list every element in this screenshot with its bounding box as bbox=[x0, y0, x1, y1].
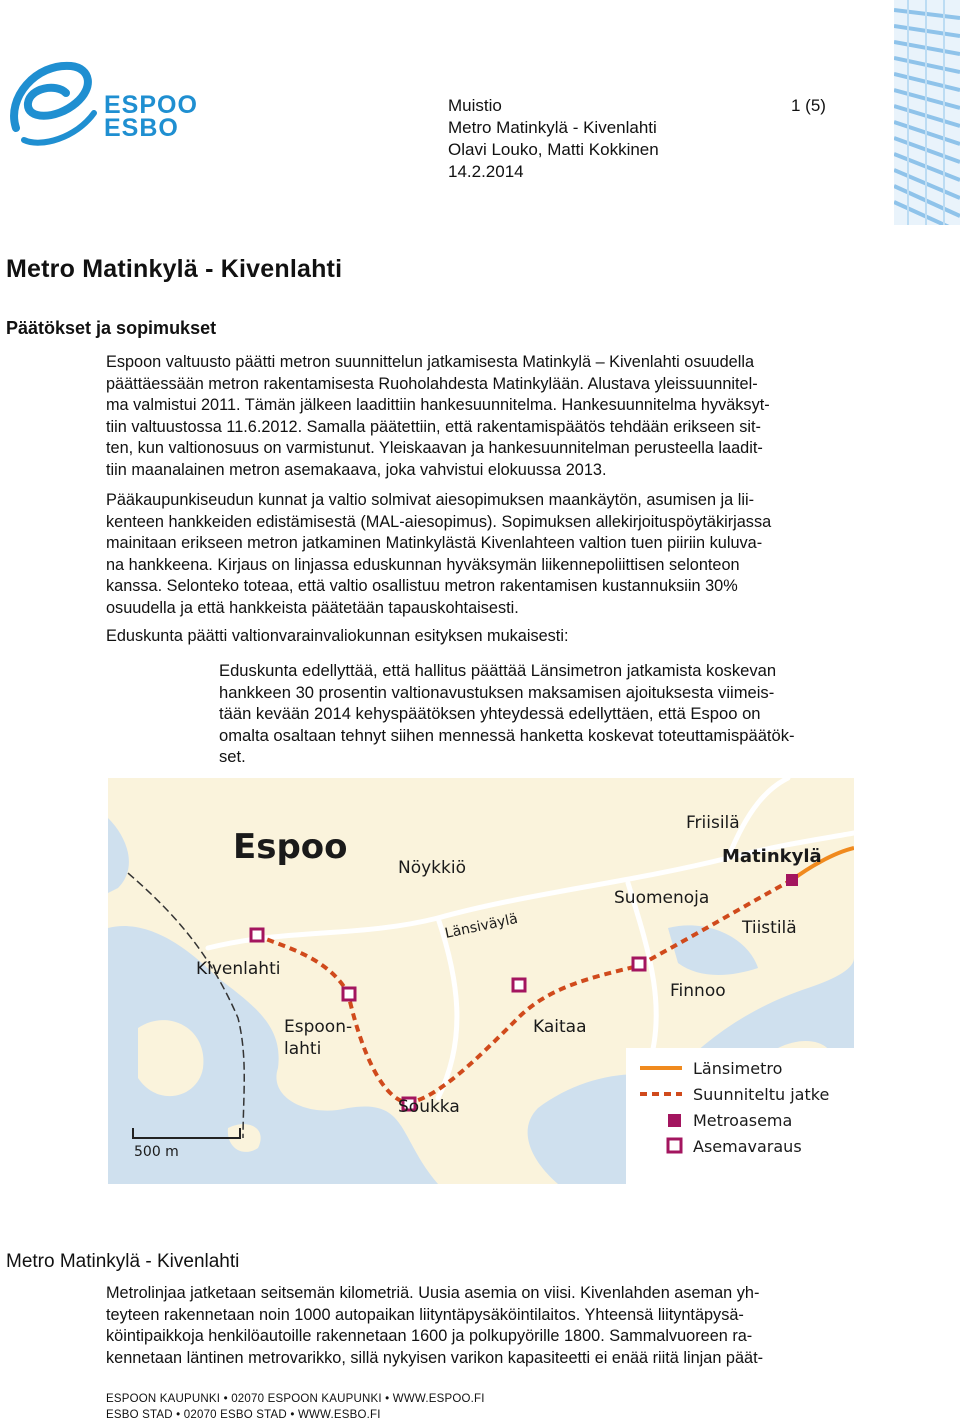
legend-label-asemavaraus: Asemavaraus bbox=[693, 1137, 802, 1156]
map-station-reservation bbox=[343, 988, 355, 1000]
doc-type: Muistio bbox=[448, 96, 502, 115]
map-label-tiistila: Tiistilä bbox=[742, 918, 797, 938]
quote-block bbox=[219, 660, 795, 768]
paragraph-4 bbox=[106, 1283, 763, 1369]
quote-line: tään kevään 2014 kehyspäätöksen yhteydessä edellyttäen, että Espoo on bbox=[219, 704, 761, 724]
metro-map bbox=[108, 778, 854, 1184]
espoo-logo bbox=[6, 58, 196, 148]
logo-text-espoo: ESPOO bbox=[104, 91, 198, 119]
paragraph-4-line: kennetaan läntinen metrovarikko, sillä nykyisen varikon kapasiteetti ei enää riitä linjan päät- bbox=[106, 1348, 764, 1367]
map-label-finnoo: Finnoo bbox=[670, 981, 726, 1001]
decorative-stripes bbox=[894, 0, 960, 225]
map-label-espoonlahti-2: lahti bbox=[284, 1039, 322, 1059]
legend-swatch-asemavaraus bbox=[668, 1139, 681, 1152]
paragraph-2-line: mainitaan erikseen metron jatkaminen Matinkylästä Kivenlahteen valtion tuen piiriin kuluva- bbox=[106, 534, 763, 553]
paragraph-2-line: kanssa. Selonteko toteaa, että valtio osallistuu metron rakentamisen kustannuksiin 30% bbox=[106, 577, 738, 596]
paragraph-1-line: päättäessään metron rakentamisesta Ruoholahdesta Matinkylään. Alustava yleissuunnitel- bbox=[106, 374, 758, 393]
paragraph-1 bbox=[106, 352, 770, 482]
doc-date: 14.2.2014 bbox=[448, 162, 524, 181]
metro-map-svg bbox=[108, 778, 854, 1184]
espoo-logo-mark bbox=[6, 58, 106, 148]
map-label-friisila: Friisilä bbox=[686, 813, 740, 833]
paragraph-2 bbox=[106, 490, 771, 620]
legend-label-metroasema: Metroasema bbox=[693, 1111, 793, 1130]
doc-subject: Metro Matinkylä - Kivenlahti bbox=[448, 118, 657, 137]
map-station-reservation bbox=[633, 958, 645, 970]
map-label-lansivayla: Länsiväylä bbox=[443, 910, 520, 942]
paragraph-4-line: Metrolinjaa jatketaan seitsemän kilometriä. Uusia asemia on viisi. Kivenlahden aseman yh- bbox=[106, 1284, 760, 1302]
page-number: 1 (5) bbox=[791, 96, 826, 115]
footer-line-1: ESPOON KAUPUNKI • 02070 ESPOON KAUPUNKI • WWW.ESPOO.FI bbox=[106, 1393, 485, 1405]
map-label-suomenoja: Suomenoja bbox=[614, 888, 710, 908]
footer-line-2: ESBO STAD • 02070 ESBO STAD • WWW.ESBO.FI bbox=[106, 1409, 381, 1421]
paragraph-2-line: kenteen hankkeiden edistämisestä (MAL-aiesopimus). Sopimuksen allekirjoituspöytäkirjassa bbox=[106, 512, 772, 531]
map-legend bbox=[626, 1048, 854, 1184]
quote-line: Eduskunta edellyttää, että hallitus päättää Länsimetron jatkamista koskevan bbox=[219, 661, 777, 680]
map-station-reservation bbox=[251, 929, 263, 941]
map-label-kaitaa: Kaitaa bbox=[533, 1017, 587, 1037]
paragraph-1-line: ten, kun valtionosuus on varmistunut. Yleiskaavan ja hankesuunnitelman perusteella laadit- bbox=[106, 439, 763, 458]
map-label-matinkyla: Matinkylä bbox=[722, 846, 822, 867]
map-label-city: Espoo bbox=[233, 827, 348, 867]
legend-label-planned: Suunniteltu jatke bbox=[693, 1085, 830, 1104]
doc-authors: Olavi Louko, Matti Kokkinen bbox=[448, 140, 659, 159]
paragraph-1-line: tiin valtuustossa 11.6.2012. Samalla päätettiin, että rakentamispäätös tehdään erikseen sit- bbox=[106, 417, 761, 436]
logo-text-esbo: ESBO bbox=[104, 114, 179, 142]
paragraph-1-line: ma valmistui 2011. Tämän jälkeen laadittiin hankesuunnitelma. Hankesuunnitelma hyväksyt- bbox=[106, 396, 770, 415]
map-station-matinkyla bbox=[786, 874, 798, 886]
map-label-noykkio: Nöykkiö bbox=[398, 858, 466, 878]
map-label-soukka: Soukka bbox=[398, 1097, 460, 1117]
paragraph-3: Eduskunta päätti valtionvarainvaliokunnan esityksen mukaisesti: bbox=[106, 627, 569, 645]
quote-line: hankkeen 30 prosentin valtionavustuksen maksamisen ajoituksesta viimeis- bbox=[219, 682, 775, 702]
paragraph-1-line: Espoon valtuusto päätti metron suunnittelun jatkamisesta Matinkylä – Kivenlahti osuudella bbox=[106, 353, 755, 371]
map-label-espoonlahti-1: Espoon- bbox=[284, 1017, 353, 1037]
paragraph-2-line: Pääkaupunkiseudun kunnat ja valtio solmivat aiesopimuksen maankäytön, asumisen ja lii- bbox=[106, 491, 754, 509]
map-station-reservation bbox=[513, 979, 525, 991]
map-scale-label: 500 m bbox=[134, 1144, 179, 1160]
paragraph-1-line: tiin maanalainen metron asemakaava, joka vahvistui elokuussa 2013. bbox=[106, 460, 607, 479]
paragraph-2-line: na hankkeena. Kirjaus on linjassa eduskunnan hyväksymän liikennepoliittisen selonteon bbox=[106, 555, 740, 574]
quote-line: set. bbox=[219, 747, 246, 767]
quote-line: omalta osaltaan tehnyt siihen mennessä hanketta koskevat toteuttamispäätök- bbox=[219, 725, 795, 745]
paragraph-4-line: köintipaikkoja henkilöautoille rakennetaan 1600 ja polkupyörille 1800. Sammalvuoreen ra- bbox=[106, 1327, 753, 1346]
section-heading-metro: Metro Matinkylä - Kivenlahti bbox=[6, 1251, 240, 1272]
paragraph-2-line: osuudella ja että hankkeista päätetään tapauskohtaisesti. bbox=[106, 598, 519, 617]
legend-label-lansimetro: Länsimetro bbox=[693, 1059, 783, 1078]
page-title: Metro Matinkylä - Kivenlahti bbox=[6, 255, 343, 283]
legend-swatch-metroasema bbox=[668, 1114, 681, 1127]
section-heading-decisions: Päätökset ja sopimukset bbox=[6, 318, 217, 338]
paragraph-4-line: teyteen rakennetaan noin 1000 autopaikan liityntäpysäköintilaitos. Yhteensä liityntäpysä- bbox=[106, 1305, 744, 1324]
map-label-kivenlahti: Kivenlahti bbox=[196, 959, 281, 979]
